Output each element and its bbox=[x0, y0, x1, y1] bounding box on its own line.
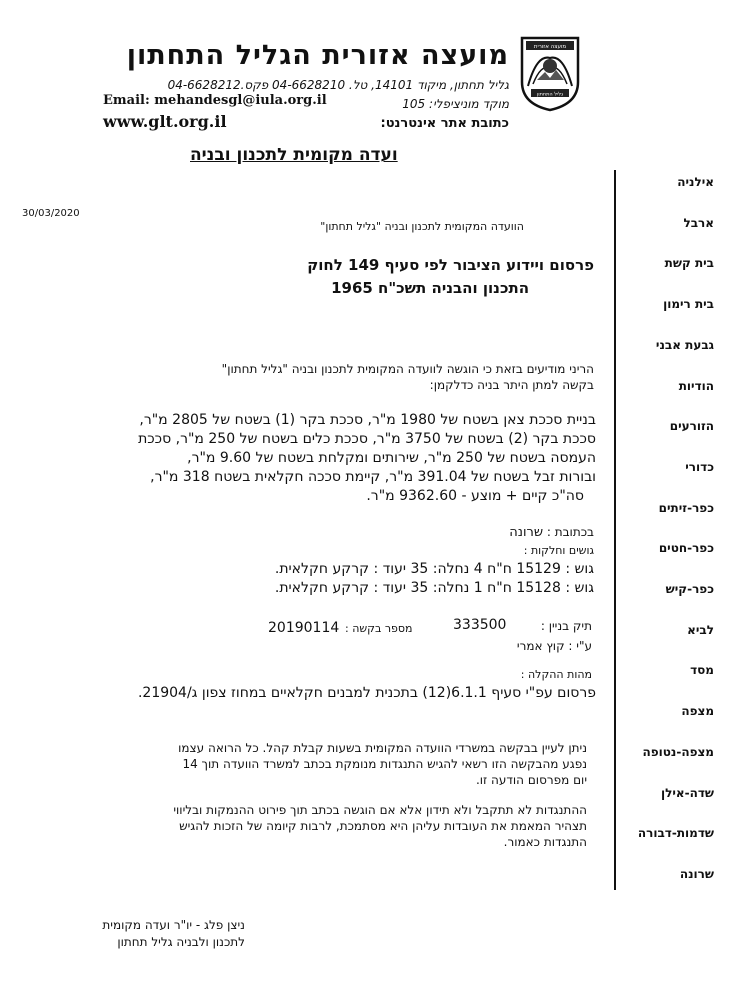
address-row bbox=[509, 525, 594, 540]
settlement-item: שדמות-דבורה bbox=[637, 826, 714, 841]
applicant-row bbox=[517, 639, 592, 653]
logo-text-top: מועצה אזורית bbox=[533, 44, 567, 50]
parcel-row: גוש : 15128 ח"ח 1 נחלה: 35 יעוד : קרקע חקלאית. bbox=[274, 580, 594, 596]
address-label: בכתובת : bbox=[546, 525, 594, 539]
request-number-label: מספר בקשה : bbox=[345, 622, 413, 635]
council-name: מועצה אזורית הגליל התחתון bbox=[126, 40, 509, 71]
signature-line-1: ניצן פלג - יו"ר ועדה מקומית bbox=[102, 918, 245, 932]
description-line: סככת בקר (2) בשטח של 3750 מ"ר, סככת כלים בשטח של 250 מ"ר, סככת bbox=[138, 431, 596, 447]
settlement-item: מצפה bbox=[681, 704, 714, 719]
committee-title: ועדה מקומית לתכנון ובניה bbox=[190, 145, 398, 165]
sidebar-divider bbox=[614, 170, 616, 890]
settlement-item: כפר-קיש bbox=[665, 582, 714, 596]
email-address: Email: mehandesgl@iula.org.il bbox=[103, 93, 327, 108]
settlement-item: שרונה bbox=[679, 866, 714, 881]
notice-title-line-1: פרסום ויידוע הציבור לפי סעיף 149 לחוק bbox=[307, 256, 594, 274]
objections-line: ההתנגדות לא תתקבל ולא תידון אלא אם הוגשה בכתב תוך פירוט ההנמקות ובליווי bbox=[173, 803, 587, 817]
request-number: 20190114 bbox=[268, 620, 340, 636]
settlement-item: מסד bbox=[690, 663, 714, 678]
settlement-item: גבעת אבני bbox=[655, 337, 714, 352]
parcels-label: גושים וחלקות : bbox=[523, 544, 594, 557]
description-line: בניית סככת צאן בשטח של 1980 מ"ר, סככת בקר (1) בשטח של 2805 מ"ר, bbox=[139, 412, 596, 428]
description-line: העמסה בשטח של 250 מ"ר, שירותים ומקלחת בשטח של 9.60 מ"ר, bbox=[187, 450, 596, 466]
council-logo-emblem bbox=[519, 34, 581, 112]
notice-title-line-2: התכנון והבניה תשכ"ח 1965 bbox=[331, 279, 529, 297]
review-line: ניתן לעיין בבקשה במשרדי הוועדה המקומית בשעות קבלת קהל. כל הרואה עצמו bbox=[178, 741, 587, 755]
website-url: www.glt.org.il bbox=[103, 112, 227, 131]
settlement-item: אילניה bbox=[677, 175, 714, 189]
relief-text: פרסום עפ"י סעיף 6.1.1(12) בתכנית למבנים חקלאיים במחוז צפון ג/21904. bbox=[137, 685, 596, 701]
description-line: סה"כ קיים + מוצע - 9362.60 מ"ר. bbox=[366, 488, 584, 504]
settlement-item: בית קשת bbox=[664, 256, 714, 271]
settlement-item: כפר-זיתים bbox=[658, 500, 714, 515]
review-line: נפגע מהבקשה הזו רשאי להגיש התנגדות מנומקת בכתב למשרד הוועדה תוך 14 bbox=[182, 757, 587, 771]
parcel-row: גוש : 15129 ח"ח 4 נחלה: 35 יעוד : קרקע חקלאית. bbox=[274, 561, 594, 577]
review-line: יום מפרסום הודעה זו. bbox=[475, 773, 587, 787]
committee-intro-line: הוועדה המקומית לתכנון ובניה "גליל תחתון" bbox=[320, 220, 524, 233]
settlement-item: שדה-אילן bbox=[660, 785, 714, 800]
signature-block bbox=[55, 918, 245, 958]
applicant-name: קוץ אמרי bbox=[516, 639, 565, 653]
applicant-label: ע"י : bbox=[568, 639, 592, 653]
settlement-item: ארבל bbox=[683, 215, 714, 230]
address-value: שרונה bbox=[509, 525, 544, 540]
settlement-item: הזורעים bbox=[669, 419, 714, 434]
settlement-item: בית רימון bbox=[663, 297, 714, 312]
municipal-hotline: מוקד מוניציפלי: 105 bbox=[402, 97, 509, 111]
settlement-item: הודיות bbox=[678, 378, 714, 393]
request-intro-line-2: בקשה למתן היתר בניה כדלקמן: bbox=[429, 378, 594, 392]
settlement-item: כדורי bbox=[685, 459, 714, 474]
objections-line: התנגדות כאמור. bbox=[503, 835, 587, 849]
request-intro-line-1: הריני מודיעים בזאת כי הוגשה לוועדה המקומית לתכנון ובניה "גליל תחתון" bbox=[221, 362, 594, 376]
objections-line: תצהיר המאמת את העובדות עליהן היא מסתמכת, לרבות קיומה של הזכות להגיש bbox=[179, 819, 587, 833]
document-date: 30/03/2020 bbox=[22, 208, 80, 219]
settlement-item: מצפה-נטופה bbox=[642, 744, 714, 759]
settlement-item: כפר-חטים bbox=[658, 541, 714, 556]
signature-line-2: לתכנון ולבניה גליל תחתון bbox=[117, 935, 245, 949]
website-label: כתובת אתר אינטרנט: bbox=[380, 116, 509, 131]
file-number: 333500 bbox=[453, 617, 507, 633]
description-line: ובורות זבל בשטח של 391.04 מ"ר, קיימת סככה חקלאית בשטח 318 מ"ר, bbox=[150, 469, 596, 485]
logo-text-bottom: גליל התחתון bbox=[536, 91, 564, 98]
settlement-item: לביא bbox=[687, 622, 714, 637]
file-label: תיק בניין : bbox=[540, 619, 592, 633]
address-line: גליל תחתון, מיקוד 14101, טל. 04-6628210 פקס.04-6628212 bbox=[167, 78, 509, 92]
relief-label: מהות ההקלה : bbox=[520, 668, 592, 681]
